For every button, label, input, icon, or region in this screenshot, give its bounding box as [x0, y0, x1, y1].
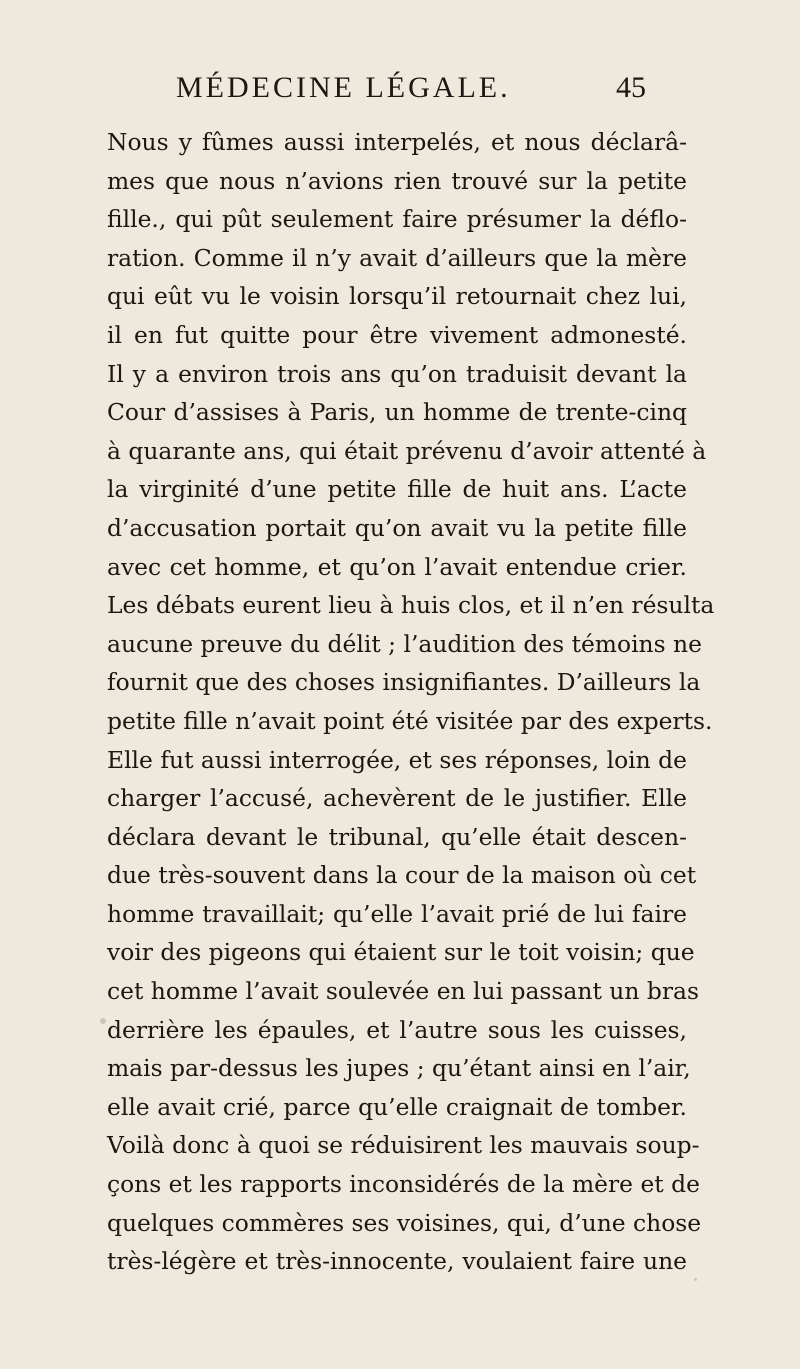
- text-line: Nous y fûmes aussi interpelés, et nous déclarâ-: [107, 128, 687, 156]
- text-line: petite fille n’avait point été visitée par des experts.: [107, 706, 713, 735]
- text-line: Il y a environ trois ans qu’on traduisit devant la: [107, 359, 687, 388]
- text-line: cet homme l’avait soulevée en lui passant un bras: [107, 977, 699, 1006]
- text-line: à quarante ans, qui était prévenu d’avoir attenté à: [107, 436, 707, 465]
- text-line: elle avait crié, parce qu’elle craignait de tomber.: [107, 1092, 687, 1121]
- page-number: 45: [616, 71, 646, 104]
- paper-speck: [694, 1278, 697, 1281]
- text-line: mais par-dessus les jupes ; qu’étant ainsi en l’air,: [107, 1054, 691, 1083]
- text-line: homme travaillait; qu’elle l’avait prié de lui faire: [107, 899, 687, 928]
- text-line: fournit que des choses insignifiantes. D’ailleurs la: [107, 668, 701, 697]
- text-line: Elle fut aussi interrogée, et ses réponses, loin de: [107, 745, 687, 774]
- text-line: çons et les rapports inconsidérés de la mère et de: [107, 1170, 700, 1199]
- text-line: aucune preuve du délit ; l’audition des témoins ne: [107, 629, 702, 658]
- body-text: [107, 123, 715, 1281]
- text-line: la virginité d’une petite fille de huit ans. L’acte: [107, 475, 687, 504]
- text-line: ration. Comme il n’y avait d’ailleurs que la mère: [107, 243, 687, 272]
- text-line: quelques commères ses voisines, qui, d’une chose: [107, 1208, 702, 1237]
- text-line: Les débats eurent lieu à huis clos, et il n’en résulta: [107, 591, 715, 620]
- running-head: [0, 68, 800, 108]
- text-line: derrière les épaules, et l’autre sous les cuisses,: [107, 1015, 687, 1044]
- running-title: MÉDECINE LÉGALE.: [176, 71, 511, 104]
- text-line: mes que nous n’avions rien trouvé sur la petite: [107, 166, 687, 195]
- text-line: déclara devant le tribunal, qu’elle était descen-: [107, 822, 687, 851]
- text-line: qui eût vu le voisin lorsqu’il retournait chez lui,: [107, 282, 687, 311]
- text-line: Cour d’assises à Paris, un homme de trente-cinq: [107, 398, 687, 427]
- text-line: due très-souvent dans la cour de la maison où cet: [107, 861, 697, 890]
- text-line: très-légère et très-innocente, voulaient faire une: [107, 1247, 687, 1276]
- text-line: Voilà donc à quoi se réduisirent les mauvais soup-: [107, 1131, 700, 1160]
- text-line: d’accusation portait qu’on avait vu la petite fille: [107, 513, 687, 542]
- paper-speck: [100, 1018, 106, 1024]
- text-line: fille., qui pût seulement faire présumer la déflo-: [107, 205, 687, 234]
- text-line: il en fut quitte pour être vivement admonesté.: [107, 320, 687, 349]
- text-line: avec cet homme, et qu’on l’avait entendue crier.: [107, 552, 687, 581]
- text-line: voir des pigeons qui étaient sur le toit voisin; que: [107, 938, 695, 967]
- text-line: charger l’accusé, achevèrent de le justifier. Elle: [107, 784, 687, 813]
